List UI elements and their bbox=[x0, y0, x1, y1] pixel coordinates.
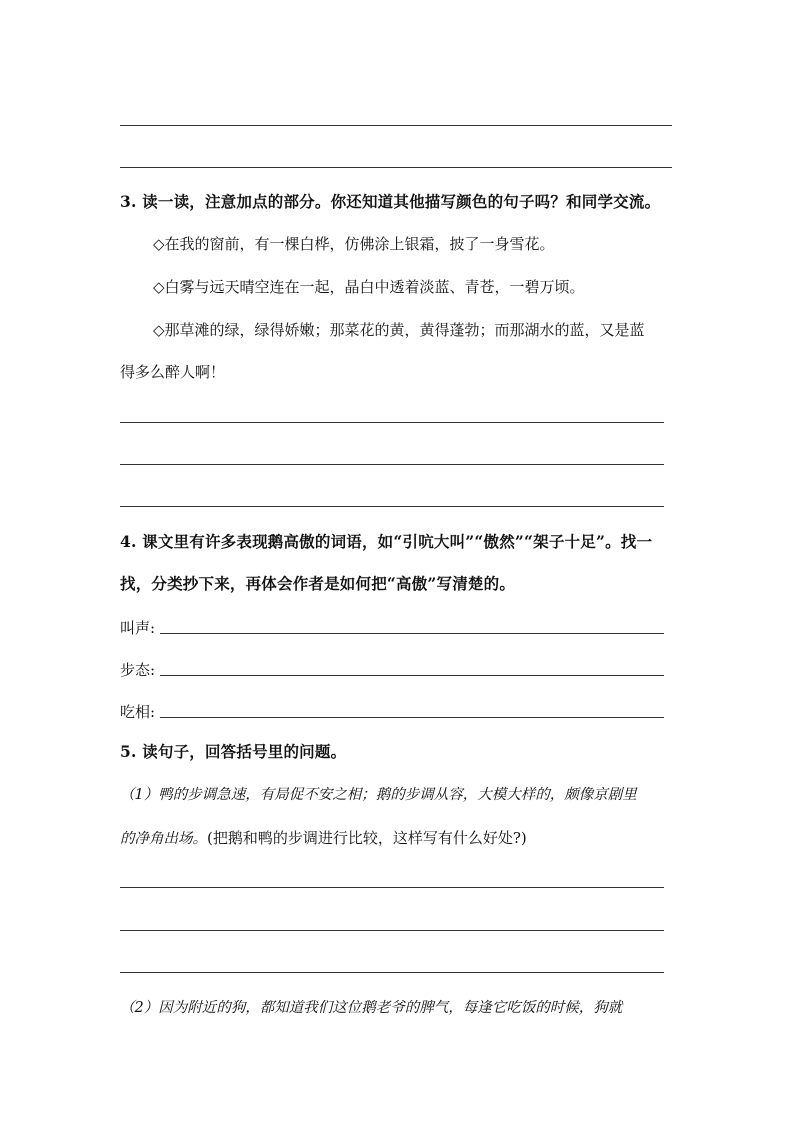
answer-line[interactable] bbox=[120, 464, 664, 465]
q3-example-3-continued: 得多么醉人啊！ bbox=[120, 363, 226, 381]
answer-line[interactable] bbox=[120, 422, 664, 423]
answer-line[interactable] bbox=[120, 972, 664, 973]
question-4-title-line1: 4. 课文里有许多表现鹅高傲的词语，如“引吭大叫”“傲然”“架子十足”。找一 bbox=[120, 532, 653, 551]
answer-line-call[interactable] bbox=[160, 633, 664, 634]
answer-line[interactable] bbox=[120, 930, 664, 931]
label-call: 叫声: bbox=[120, 619, 156, 637]
question-4-title-line2: 找，分类抄下来，再体会作者是如何把“高傲”写清楚的。 bbox=[120, 574, 516, 593]
answer-line-eating[interactable] bbox=[160, 717, 664, 718]
q3-example-2: ◇白雾与远天晴空连在一起，晶白中透着淡蓝、青苍，一碧万顷。 bbox=[153, 278, 585, 296]
answer-line[interactable] bbox=[120, 887, 664, 888]
answer-line[interactable] bbox=[120, 125, 672, 126]
q5-sentence-1-question: (把鹅和鸭的步调进行比较，这样写有什么好处?) bbox=[207, 829, 527, 847]
answer-line[interactable] bbox=[120, 506, 664, 507]
label-gait: 步态: bbox=[120, 661, 156, 679]
q5-sentence-1-quote-end: 的净角出场。 bbox=[120, 831, 207, 847]
q3-example-3: ◇那草滩的绿，绿得娇嫩；那菜花的黄，黄得蓬勃；而那湖水的蓝，又是蓝 bbox=[153, 321, 645, 339]
q5-sentence-2-line1: （2）因为附近的狗，都知道我们这位鹅老爷的脾气，每逢它吃饭的时候，狗就 bbox=[120, 1000, 623, 1016]
label-eating: 吃相: bbox=[120, 703, 156, 721]
question-3-title: 3. 读一读，注意加点的部分。你还知道其他描写颜色的句子吗？和同学交流。 bbox=[120, 192, 661, 211]
q5-sentence-1-line2 bbox=[120, 826, 527, 851]
question-5-title: 5. 读句子，回答括号里的问题。 bbox=[120, 742, 347, 761]
answer-line-gait[interactable] bbox=[160, 675, 664, 676]
q5-sentence-1-line1: （1）鸭的步调急速，有局促不安之相；鹅的步调从容，大模大样的，颇像京剧里 bbox=[120, 787, 637, 803]
answer-line[interactable] bbox=[120, 167, 672, 168]
q3-example-1: ◇在我的窗前，有一棵白桦，仿佛涂上银霜，披了一身雪花。 bbox=[153, 235, 555, 253]
